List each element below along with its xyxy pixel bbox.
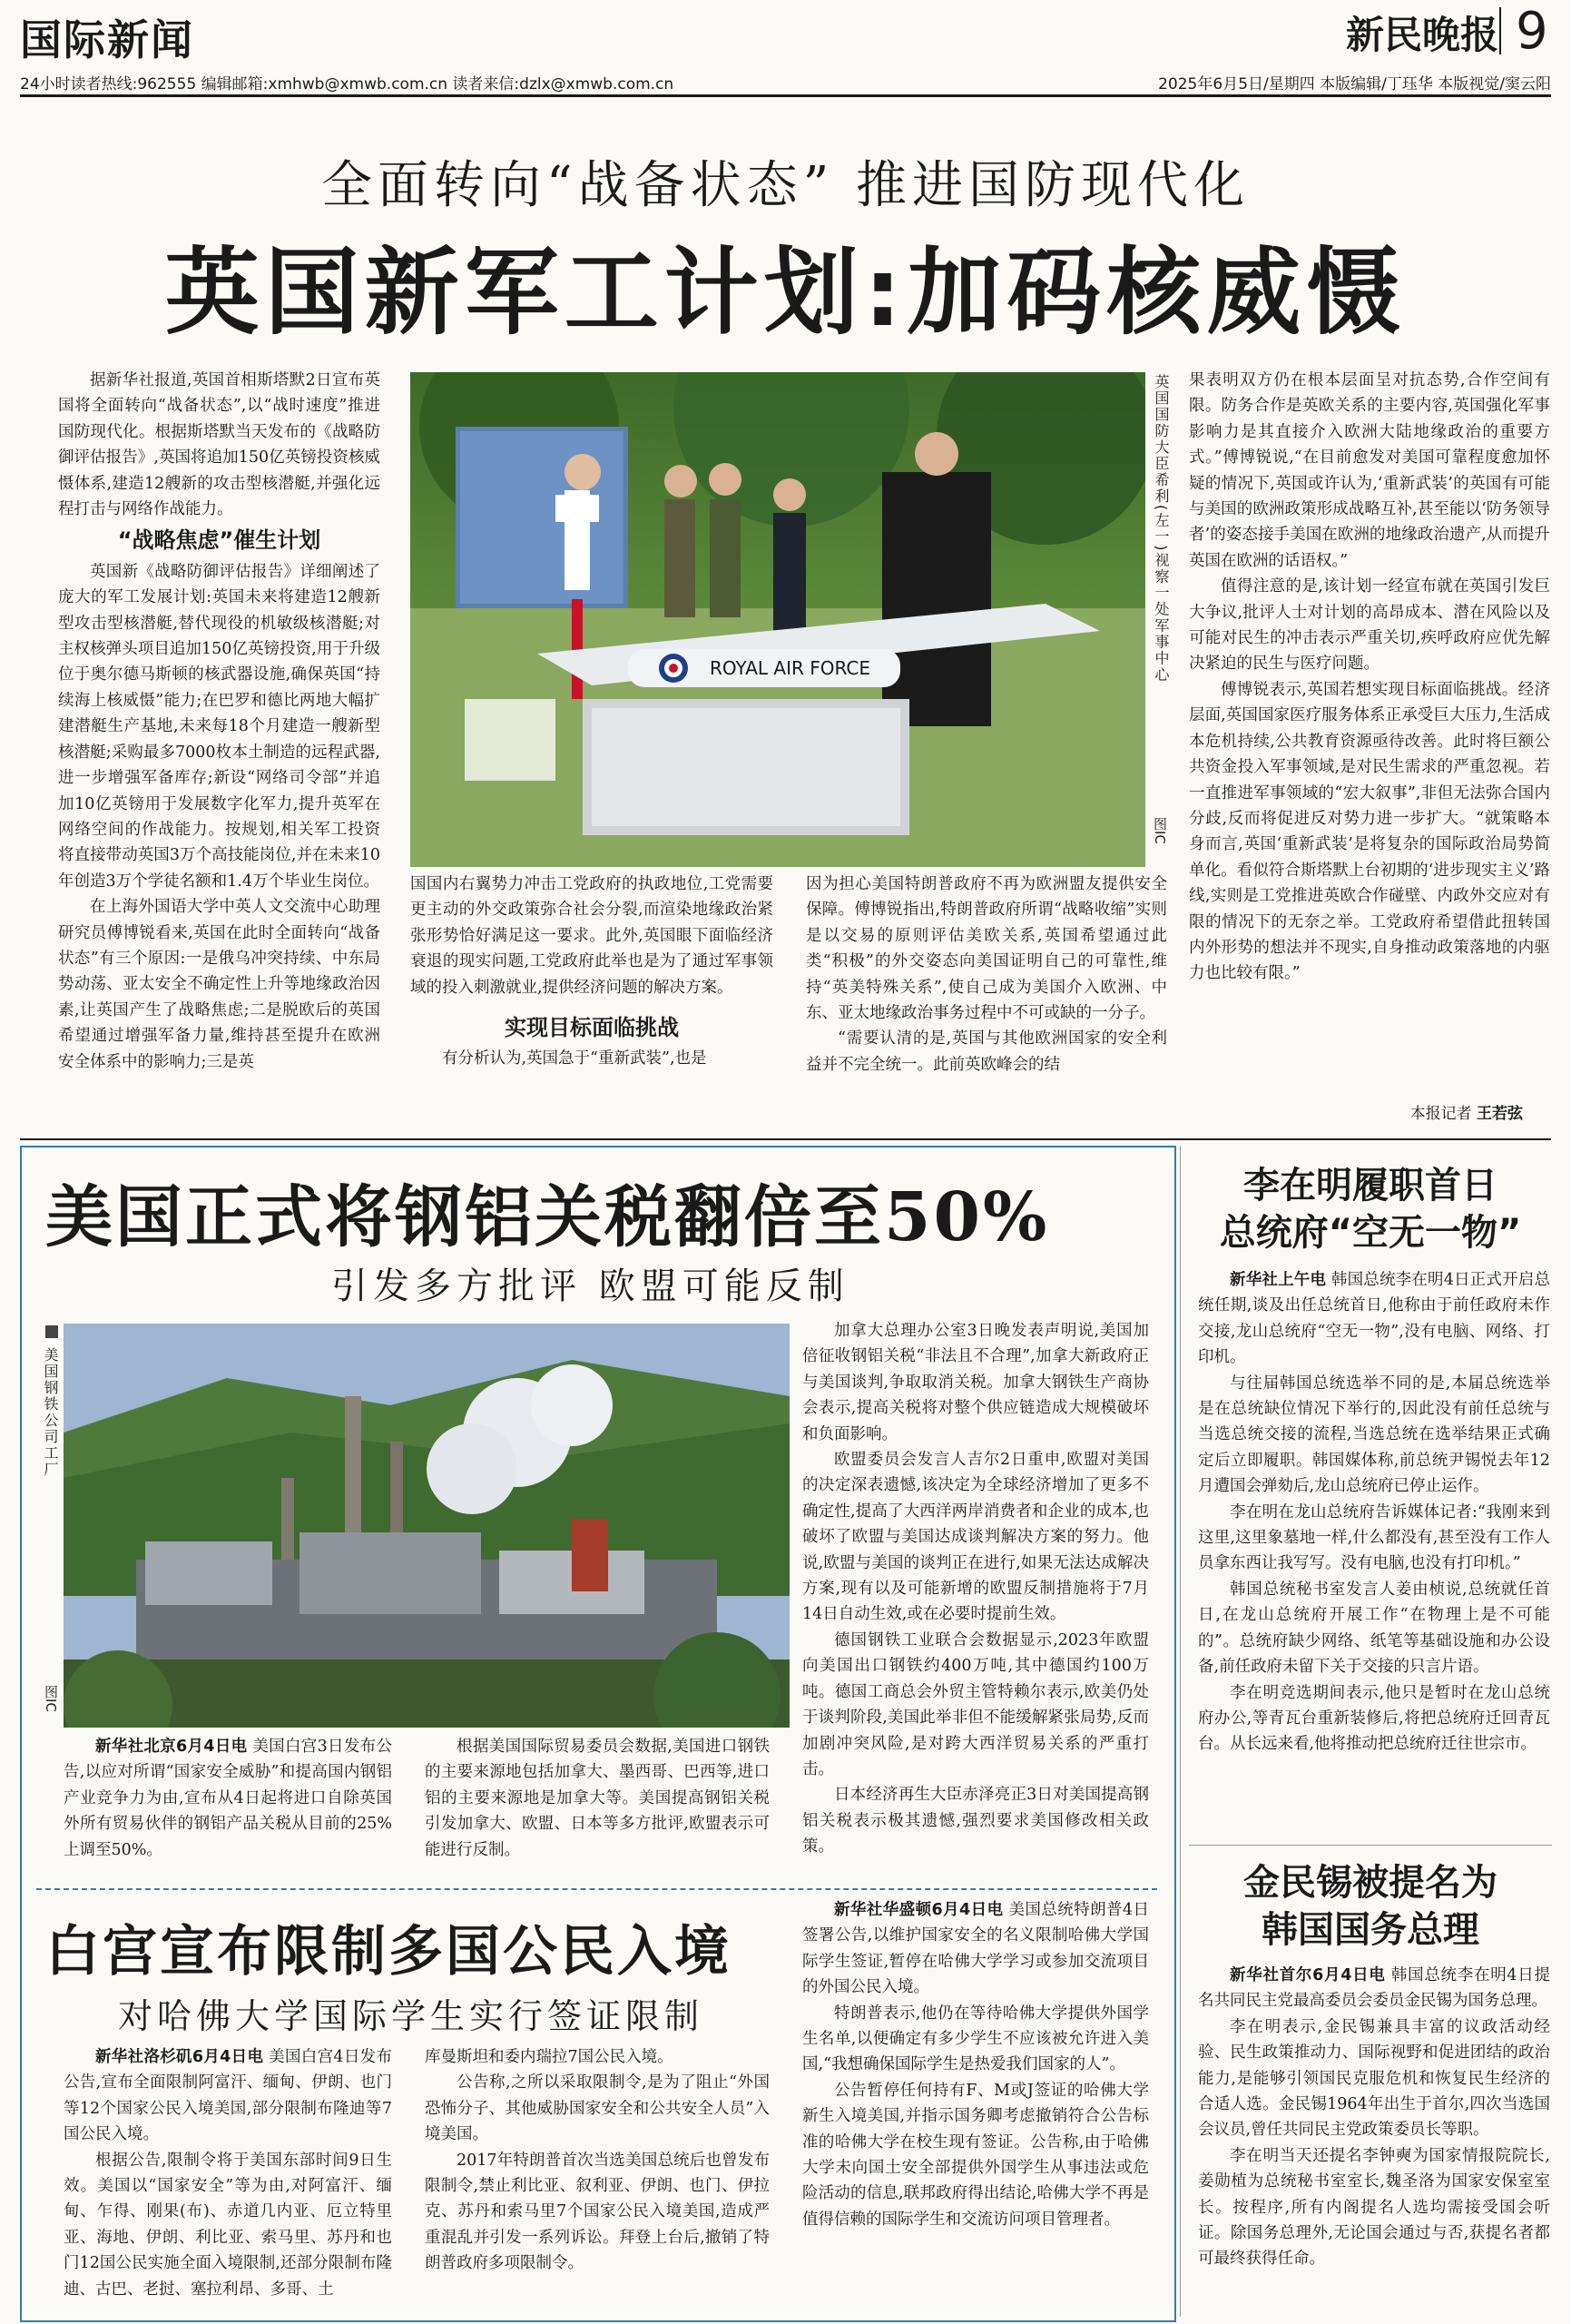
caption-marker: [45, 1325, 58, 1338]
svg-text:ROYAL AIR FORCE: ROYAL AIR FORCE: [710, 657, 870, 679]
paragraph: 英国新《战略防御评估报告》详细阐述了庞大的军工发展计划:英国未来将建造12艘新型攻击型核潜艇,替代现役的机敏级核潜艇;对主权核弹头项目追加150亿英镑投资,用于升级位于奥尔德马斯顿的核武器设施,确保英国“持续海上核威慑”能力;在巴罗和德比两地大幅扩建潜艇生产基地,未来每18个月建造一艘新型核潜艇;采购最多7000枚本土制造的远程武器,进一步增强军备库存;新设“网络司令部”并追加10亿英镑用于发展数字化军力,提升英军在网络空间的作战能力。按规划,相关军工投资将直接带动英国3万个高技能岗位,并在未来10年创造3万个学徒名额和1.4万个毕业生岗位。: [58, 562, 380, 891]
main-byline: [1189, 1100, 1523, 1123]
paragraph: 李在明表示,金民锡兼具丰富的议政活动经验、民生政策推动力、国际视野和促进团结的政治能力,是能够引领国民克服危机和恢复民生经济的合适人选。金民锡1964年出生于首尔,四次当选国会议员,曾任共同民主党政策委员长等职。: [1198, 2017, 1550, 2140]
reader-hotline: 24小时读者热线:962555 编辑邮箱:xmhwb@xmwb.com.cn 读者来信:dzlx@xmwb.com.cn: [20, 75, 674, 94]
paragraph: 与往届韩国总统选举不同的是,本届总统选举是在总统缺位情况下举行的,因此没有前任总统与当选总统交接的流程,当选总统在选举结果正式确定后立即履职。韩国媒体称,前总统尹锡悦去年12月遭国会弹劾后,龙山总统府已停止运作。: [1198, 1374, 1550, 1496]
main-photo-credit: 图IC: [1152, 817, 1168, 844]
paragraph: 在上海外国语大学中英人文交流中心助理研究员傅博锐看来,英国在此时全面转向“战备状态”有三个原因:一是俄乌冲突持续、中东局势动荡、亚太安全不确定性上升等地缘政治因素,让英国产生了战略焦虑;二是脱欧后的英国希望通过增强军备力量,维持甚至提升在欧洲安全体系中的影响力;三是英: [58, 898, 380, 1071]
paragraph: 李在明在龙山总统府告诉媒体记者:“我刚来到这里,这里象墓地一样,什么都没有,甚至没有工作人员拿东西让我写写。没有电脑,也没有打印机。”: [1198, 1502, 1550, 1573]
korea1-headline-line1: 李在明履职首日: [1243, 1165, 1497, 1206]
whitehouse-column-3: [802, 1897, 1149, 2315]
dateline: 2025年6月5日/星期四 本版编辑/丁珏华 本版视觉/窦云阳: [1158, 75, 1551, 94]
byline-author: 王若弦: [1477, 1105, 1523, 1123]
inner-divider: [36, 1888, 1157, 1890]
main-kicker: 全面转向“战备状态” 推进国防现代化: [320, 156, 1251, 215]
tariff-subhead: 引发多方批评 欧盟可能反制: [331, 1265, 849, 1307]
main-headline: 英国新军工计划:加码核威慑: [164, 237, 1407, 348]
paragraph-text: 美国总统特朗普4日签署公告,以维护国家安全的名义限制哈佛大学国际学生签证,暂停在哈佛大学学习或参加交流项目的外国公民入境。: [802, 1901, 1149, 1997]
tariff-photo-caption: 美国钢铁公司工厂: [42, 1347, 59, 1478]
main-column-4: [1189, 368, 1550, 1094]
paragraph: 傅博锐表示,英国若想实现目标面临挑战。经济层面,英国国家医疗服务体系正承受巨大压力,生活成本危机持续,公共教育资源亟待改善。此时将巨额公共资金投入军事领域,是对民生需求的严重忽视。若一直推进军事领域的“宏大叙事”,非但无法弥合国内分歧,反而将促进反对势力进一步扩大。“就策略本身而言,英国‘重新武装’是将复杂的国际政治局势简单化。看似符合斯塔默上台初期的‘进步现实主义’路线,实则是工党推进英欧合作碰壁、内政外交应对有限的情况下的无奈之举。工党政府希望借此扭转国内外形势的想法并不现实,自身推动政策落地的内驱力也比较有限。”: [1189, 680, 1550, 983]
korea2-headline-line2: 韩国国务总理: [1262, 1909, 1479, 1951]
whitehouse-dateline: 新华社洛杉矶6月4日电: [95, 2048, 264, 2066]
tariff-column-1: [64, 1734, 392, 1870]
paragraph: [64, 2044, 392, 2148]
whitehouse-column-2: [425, 2044, 770, 2317]
paragraph: 果表明双方仍在根本层面呈对抗态势,合作空间有限。防务合作是英欧关系的主要内容,英国强化军事影响力是其直接介入欧洲大陆地缘政治的重要方式。”傅博锐说,“在目前愈发对美国可靠程度愈加怀疑的情况下,英国或许认为,‘重新武装’的英国有可能与美国的欧洲政策形成战略互补,甚至能以‘防务领导者’的姿态接手美国在欧洲的地缘政治遗产,从而提升英国在欧洲的话语权。”: [1189, 371, 1550, 570]
defence-visit-photo: [410, 372, 1145, 867]
main-column-3: [806, 872, 1167, 1135]
paragraph: 日本经济再生大臣赤泽亮正3日对美国提高钢铝关税表示极其遗憾,强烈要求美国修改相关政策。: [802, 1786, 1149, 1856]
paragraph: 有分析认为,英国急于“重新武装”,也是: [442, 1049, 707, 1068]
whitehouse-column-1: [64, 2044, 392, 2317]
main-photo-caption: 英国国防大臣希利(左一)视察一处军事中心: [1153, 374, 1170, 684]
paragraph: 根据美国国际贸易委员会数据,美国进口钢铁的主要来源地包括加拿大、墨西哥、巴西等,进口铝的主要来源地是加拿大等。美国提高钢铝关税引发加拿大、欧盟、日本等多方批评,欧盟表示可能进行反制。: [425, 1738, 770, 1859]
paragraph: 据新华社报道,英国首相斯塔默2日宣布英国将全面转向“战备状态”,以“战时速度”推进国防现代化。根据斯塔默当天发布的《战略防御评估报告》,英国将追加150亿英镑投资核威慑体系,建造12艘新的攻击型核潜艇,并强化远程打击与网络作战能力。: [58, 371, 380, 519]
korea1-headline-line2: 总统府“空无一物”: [1219, 1212, 1522, 1254]
sidebar-rule: [1189, 1845, 1552, 1846]
main-column-2: [410, 872, 773, 1135]
byline-prefix: 本报记者: [1409, 1105, 1472, 1123]
paragraph-text: 韩国总统李在明4日正式开启总统任期,谈及出任总统首日,他称由于前任政府未作交接,龙山总统府“空无一物”,没有电脑、网络、打印机。: [1198, 1271, 1550, 1367]
korea2-body: [1198, 1963, 1550, 2317]
korea2-dateline: 新华社首尔6月4日电: [1230, 1966, 1386, 1984]
paragraph: 因为担心美国特朗普政府不再为欧洲盟友提供安全保障。傅博锐指出,特朗普政府所谓“战略收缩”实则是以交易的原则评估美欧关系,英国希望通过此类“积极”的外交姿态向美国证明自己的可靠性,维持“英美特殊关系”,使自己成为美国介入欧洲、中东、亚太地缘政治事务过程中不可或缺的一分子。: [806, 875, 1167, 1023]
korea1-dateline: 新华社上午电: [1230, 1271, 1327, 1289]
paragraph: 国国内右翼势力冲击工党政府的执政地位,工党需要更主动的外交政策弥合社会分裂,而渲染地缘政治紧张形势恰好满足这一要求。此外,英国眼下面临经济衰退的现实问题,工党政府此举也是为了通过军事领域的投入刺激就业,提供经济问题的解决方案。: [410, 875, 773, 997]
korea1-body: [1198, 1267, 1550, 1808]
whitehouse-headline: 白宫宣布限制多国公民入境: [45, 1920, 731, 1984]
paragraph: 库曼斯坦和委内瑞拉7国公民入境。: [425, 2048, 673, 2066]
whitehouse-subhead: 对哈佛大学国际学生实行签证限制: [118, 1996, 704, 2036]
paragraph: 公告暂停任何持有F、M或J签证的哈佛大学新生入境美国,并指示国务卿考虑撤销符合公告标准的哈佛大学在校生现有签证。公告称,由于哈佛大学未向国土安全部提供外国学生从事违法或危险活动的信息,联邦政府得出结论,哈佛大学不再是值得信赖的国际学生和交流访问项目管理者。: [802, 2081, 1149, 2229]
paragraph-text: 韩国总统李在明4日提名共同民主党最高委员会委员金民锡为国务总理。: [1198, 1966, 1550, 2011]
paragraph: 德国钢铁工业联合会数据显示,2023年欧盟向美国出口钢铁约400万吨,其中德国约100万吨。德国工商总会外贸主管特赖尔表示,欧美仍处于谈判阶段,美国此举非但不能缓解紧张局势,反而加剧冲突风险,是对跨大西洋贸易关系的严重打击。: [802, 1630, 1149, 1778]
paragraph: 李在明当天还提名李钟奭为国家情报院院长,姜勋植为总统秘书室室长,魏圣洛为国家安保室室长。按程序,所有内阁提名人选均需接受国会听证。除国务总理外,无论国会通过与否,获提名者都可最终获得任命。: [1198, 2146, 1550, 2269]
paragraph: 公告称,之所以采取限制令,是为了阻止“外国恐怖分子、其他威胁国家安全和公共安全人员”入境美国。: [425, 2073, 770, 2144]
page-number: 9: [1516, 2, 1548, 61]
paragraph: 李在明竞选期间表示,他只是暂时在龙山总统府办公,等青瓦台重新装修后,将把总统府迁回青瓦台。从长远来看,他将推动把总统府迁往世宗市。: [1198, 1683, 1550, 1754]
paragraph: 韩国总统秘书室发言人姜由桢说,总统就任首日,在龙山总统府开展工作“在物理上是不可能的”。总统府缺少网络、纸笔等基础设施和办公设备,前任政府未留下关于交接的只言片语。: [1198, 1580, 1550, 1677]
tariff-photo: [64, 1324, 790, 1728]
paragraph: “需要认清的是,英国与其他欧洲国家的安全利益并不完全统一。此前英欧峰会的结: [806, 1029, 1167, 1074]
paragraph: [1198, 1963, 1550, 2014]
tariff-column-2: [425, 1734, 770, 1870]
korea1-headline: [1189, 1162, 1552, 1256]
main-photo: [410, 372, 1145, 867]
paragraph: [1198, 1267, 1550, 1371]
tariff-column-3: [802, 1318, 1149, 1874]
paragraph-text: 美国白宫3日发布公告,以应对所谓“国家安全威胁”和提高国内钢铝产业竞争力为由,宣布从4日起将进口自除英国外所有贸易伙伴的钢铝产品关税从目前的25%上调至50%。: [64, 1738, 392, 1859]
section-rule: [20, 1138, 1551, 1140]
steel-plant-photo: [64, 1324, 790, 1728]
korea2-headline-line1: 金民锡被提名为: [1243, 1862, 1497, 1904]
paragraph: 欧盟委员会发言人吉尔2日重申,欧盟对美国的决定深表遗憾,该决定为全球经济增加了更多不确定性,提高了大西洋两岸消费者和企业的成本,也破坏了欧盟与美国达成谈判解决方案的努力。他说,欧盟与美国的谈判正在进行,如果无法达成解决方案,现有以及可能新增的欧盟反制措施将于7月14日自动生效,或在必要时提前生效。: [802, 1451, 1149, 1624]
sidebar-divider: [1180, 1146, 1181, 2317]
subheading-challenges: 实现目标面临挑战: [505, 1015, 679, 1041]
main-column-1: [58, 368, 380, 1130]
paragraph-text: 美国白宫4日发布公告,宣布全面限制阿富汗、缅甸、伊朗、也门等12个国家公民入境美国,部分限制布隆迪等7国公民入境。: [64, 2048, 392, 2144]
section-title: 国际新闻: [20, 15, 194, 64]
paragraph: [64, 1734, 392, 1863]
paragraph: [802, 1897, 1149, 2001]
harvard-dateline: 新华社华盛顿6月4日电: [834, 1901, 1004, 1919]
paragraph: 根据公告,限制令将于美国东部时间9日生效。美国以“国家安全”等为由,对阿富汗、缅甸、乍得、刚果(布)、赤道几内亚、厄立特里亚、海地、伊朗、利比亚、索马里、苏丹和也门12国公民实施全面入境限制,还部分限制布隆迪、古巴、老挝、塞拉利昂、多哥、土: [64, 2151, 392, 2299]
tariff-dateline: 新华社北京6月4日电: [95, 1738, 248, 1756]
paragraph: 值得注意的是,该计划一经宣布就在英国引发巨大争议,批评人士对计划的高昂成本、潜在风险以及可能对民生的冲击表示严重关切,疾呼政府应优先解决紧迫的民生与医疗问题。: [1189, 577, 1550, 674]
paragraph: 加拿大总理办公室3日晚发表声明说,美国加倍征收钢铝关税“非法且不合理”,加拿大新政府正与美国谈判,争取取消关税。加拿大钢铁生产商协会表示,提高关税将对整个供应链造成大规模破坏和负面影响。: [802, 1322, 1149, 1443]
tariff-headline: 美国正式将钢铝关税翻倍至50%: [45, 1178, 1050, 1256]
korea2-headline: [1189, 1859, 1552, 1954]
paragraph: 特朗普表示,他仍在等待哈佛大学提供外国学生名单,以便确定有多少学生不应该被允许进入美国,“我想确保国际学生是热爱我们国家的人”。: [802, 2004, 1149, 2074]
header-rule: [20, 94, 1551, 97]
subheading-strategic-anxiety: “战略焦虑”催生计划: [117, 527, 321, 554]
masthead-logo: 新民晚报: [1345, 13, 1498, 57]
paragraph: 2017年特朗普首次当选美国总统后也曾发布限制令,禁止利比亚、叙利亚、伊朗、也门、伊拉克、苏丹和索马里7个国家公民入境美国,造成严重混乱并引发一系列诉讼。拜登上台后,撤销了特朗普政府多项限制令。: [425, 2151, 770, 2273]
tariff-photo-credit: 图IC: [43, 1685, 59, 1712]
header-divider: [1499, 7, 1501, 54]
